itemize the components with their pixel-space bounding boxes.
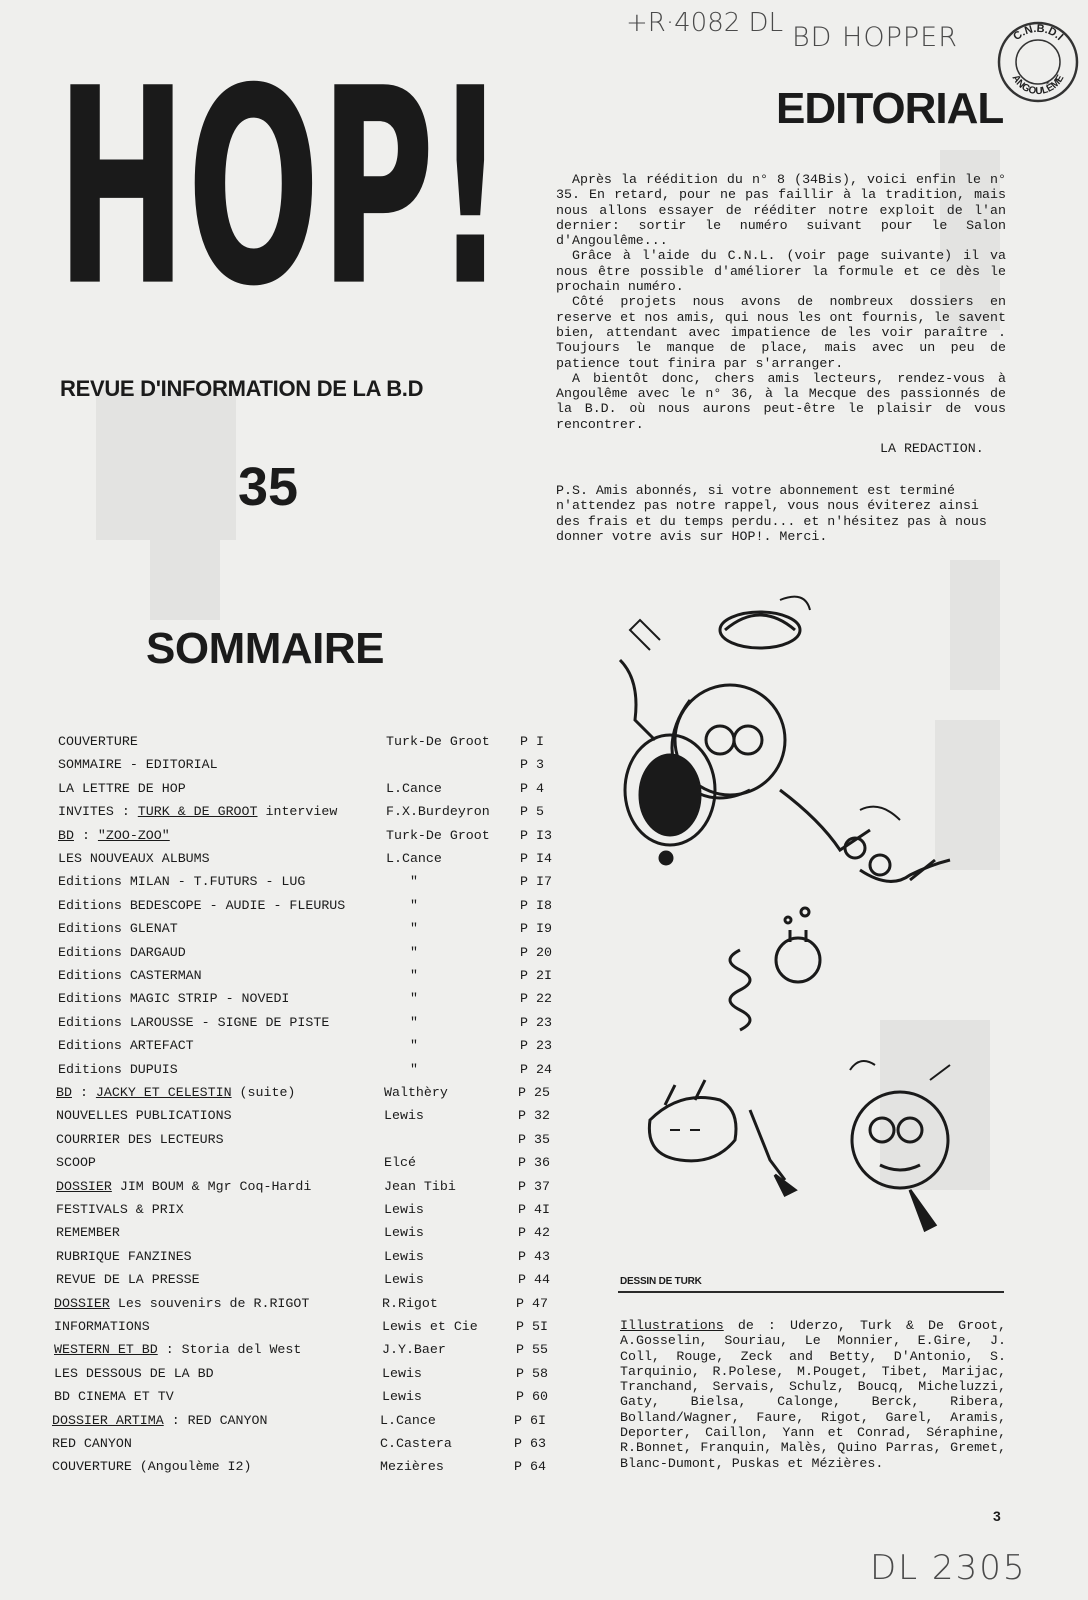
- toc-title-part: Editions DUPUIS: [58, 1061, 178, 1077]
- stamp-text-bottom: ANGOULÊME: [1009, 73, 1067, 98]
- toc-title-part: Editions CASTERMAN: [58, 968, 202, 983]
- bleed-through-shape: [150, 540, 220, 620]
- toc-title: [56, 1249, 192, 1264]
- toc-title-part: BD CINEMA ET TV: [54, 1389, 174, 1405]
- toc-author: Lewis: [382, 1389, 422, 1405]
- stamp-text-top: C.N.B.D.I: [1011, 22, 1066, 44]
- toc-author: ": [410, 944, 418, 960]
- toc-title-part: RED CANYON: [52, 1436, 132, 1451]
- toc-title-part: (suite): [231, 1085, 296, 1100]
- toc-author: Jean Tibi: [384, 1178, 456, 1194]
- toc-page: P 64: [514, 1459, 546, 1475]
- toc-page: P 37: [518, 1178, 550, 1194]
- toc-title-part: :: [73, 827, 98, 843]
- toc-page: P 4I: [518, 1202, 550, 1217]
- toc-title-part: COUVERTURE (Angoulème I2): [52, 1459, 252, 1475]
- editorial-body: [556, 172, 1006, 432]
- toc-title: [58, 874, 305, 889]
- toc-author: Lewis: [384, 1225, 424, 1241]
- toc-title-part: COURRIER DES LECTEURS: [56, 1131, 224, 1147]
- toc-page: P 6I: [514, 1412, 546, 1428]
- toc-title: [58, 921, 178, 936]
- toc-page: P 58: [516, 1365, 548, 1381]
- toc-page: P 25: [518, 1085, 550, 1100]
- toc-title-part: SOMMAIRE - EDITORIAL: [58, 757, 218, 773]
- toc-title-part: SCOOP: [56, 1155, 96, 1171]
- toc-title: [54, 1296, 309, 1311]
- bleed-through-shape: [96, 390, 236, 540]
- toc-title-part: JIM BOUM & Mgr Coq-Hardi: [111, 1178, 312, 1194]
- toc-title: [52, 1436, 132, 1451]
- toc-title-underlined: WESTERN ET BD: [54, 1342, 158, 1358]
- illustrations-credits: [620, 1318, 1006, 1471]
- toc-page: P 60: [516, 1389, 548, 1405]
- toc-author: Lewis: [382, 1365, 422, 1381]
- magazine-subtitle: REVUE D'INFORMATION DE LA B.D: [60, 376, 424, 401]
- toc-title: [58, 1038, 194, 1053]
- handwritten-shelfmark: +R·4082 DL: [626, 8, 784, 38]
- toc-page: P I8: [520, 897, 552, 913]
- toc-author: Lewis: [384, 1202, 424, 1217]
- toc-title: [56, 1225, 120, 1240]
- drawing-credit: DESSIN DE TURK: [620, 1276, 702, 1287]
- toc-page: P 20: [520, 944, 552, 960]
- toc-title: [56, 1085, 295, 1100]
- toc-title: [58, 1062, 178, 1077]
- toc-title-part: Editions LAROUSSE - SIGNE DE PISTE: [58, 1014, 330, 1030]
- toc-author: ": [410, 1061, 418, 1077]
- toc-title-underlined: DOSSIER: [54, 1295, 110, 1311]
- toc-title-part: LES NOUVEAUX ALBUMS: [58, 851, 210, 866]
- editorial-paragraph: Après la réédition du n° 8 (34Bis), voici enfin le n° 35. En retard, pour ne pas faillir à la tradition, mais nous allons essayer de rééditer notre exploit de l'an dernier: sortir le numéro suivant pour le Salon d'Angoulême...: [556, 172, 1006, 249]
- toc-title: [56, 1108, 232, 1123]
- editorial-paragraph: Grâce à l'aide du C.N.L. (voir page suivante) il va nous être possible d'améliorer la formule et ce dès le prochain numéro.: [556, 248, 1006, 295]
- svg-text:ANGOULÊME: [1009, 73, 1066, 97]
- toc-title-part: Editions BEDESCOPE - AUDIE - FLEURUS: [58, 897, 346, 913]
- toc-title-underlined: DOSSIER ARTIMA: [52, 1412, 164, 1428]
- toc-title-part: Editions DARGAUD: [58, 944, 186, 960]
- toc-author: Lewis et Cie: [382, 1319, 478, 1334]
- toc-title: [58, 757, 218, 772]
- toc-author: ": [410, 921, 418, 937]
- toc-author: Turk-De Groot: [386, 827, 490, 843]
- toc-author: Lewis: [384, 1108, 424, 1124]
- toc-author: Lewis: [384, 1248, 424, 1264]
- toc-page: P 22: [520, 991, 552, 1007]
- toc-title-part: Editions GLENAT: [58, 921, 178, 937]
- toc-page: P 63: [514, 1436, 546, 1451]
- toc-title: [54, 1389, 174, 1404]
- toc-title: [58, 804, 337, 819]
- toc-page: P 47: [516, 1295, 548, 1311]
- toc-title-part: interview: [257, 804, 338, 820]
- toc-title: [54, 1366, 214, 1381]
- toc-title: [58, 968, 202, 983]
- toc-author: ": [410, 897, 418, 913]
- toc-title: [58, 851, 210, 866]
- toc-author: Lewis: [384, 1272, 424, 1288]
- editorial-paragraph: Côté projets nous avons de nombreux dossiers en reserve et nos amis, qui nous les ont fournis, le savent bien, attendant avec impatience de les voir paraître . Toujours le manque de place, mais avec un peu de patience tout finira par s'arranger.: [556, 294, 1006, 371]
- toc-title: [58, 781, 186, 796]
- page-number: 3: [993, 1508, 1001, 1524]
- toc-page: P 44: [518, 1272, 550, 1288]
- toc-page: P I3: [520, 827, 552, 843]
- toc-page: P 43: [518, 1248, 550, 1264]
- toc-title: [58, 991, 289, 1006]
- illustrations-text: de : Uderzo, Turk & De Groot, A.Gosselin, Souriau, Le Monnier, E.Gire, J. Coll, Rouge, Zeck and Betty, D'Antonio, S. Tarquinio, R.Polese, M.Pouget, Tibet, Marijac, Tranchand, Servais, Schulz, Boucq, Micheluzzi, Gaty, Bielsa, Calonge, Berck, Ribera, Bolland/Wagner, Faure, Rigot, Garel, Aramis, Deporter, Caillon, Yann et Conrad, Séraphine, R.Bonnet, Franquin, Malès, Quino Parras, Gremet, Blanc-Dumont, Puskas et Mézières.: [620, 1318, 1006, 1471]
- toc-title: [52, 1459, 252, 1474]
- toc-title-underlined: BD: [56, 1085, 72, 1100]
- editorial-heading: EDITORIAL: [776, 84, 1004, 133]
- hop-logo: [56, 70, 506, 340]
- toc-page: P 2I: [520, 968, 552, 983]
- toc-title-underlined: "ZOO-ZOO": [97, 827, 170, 843]
- illustrations-label: Illustrations: [620, 1318, 724, 1333]
- toc-title: [58, 945, 186, 960]
- divider-line: [618, 1291, 1004, 1293]
- toc-title: [56, 1202, 184, 1217]
- toc-title: [58, 1015, 329, 1030]
- toc-title-part: LA LETTRE DE HOP: [58, 780, 186, 796]
- toc-title-part: INVITES :: [58, 804, 138, 820]
- toc-title-part: :: [71, 1085, 96, 1100]
- toc-title-part: Editions ARTEFACT: [58, 1038, 194, 1054]
- toc-author: Turk-De Groot: [386, 734, 490, 749]
- toc-page: P 23: [520, 1038, 552, 1054]
- toc-page: P 5I: [516, 1319, 548, 1334]
- toc-title-part: : Storia del West: [157, 1342, 302, 1358]
- toc-page: P 42: [518, 1225, 550, 1241]
- toc-title: [58, 828, 170, 843]
- editorial-signature: LA REDACTION.: [880, 441, 984, 456]
- toc-author: L.Cance: [386, 780, 442, 796]
- toc-author: ": [410, 1038, 418, 1054]
- toc-title: [54, 1319, 150, 1334]
- toc-author: Elcé: [384, 1155, 416, 1171]
- toc-page: P 35: [518, 1131, 550, 1147]
- toc-page: P 36: [518, 1155, 550, 1171]
- toc-page: P 55: [516, 1342, 548, 1358]
- toc-title: [56, 1179, 311, 1194]
- toc-author: R.Rigot: [382, 1295, 438, 1311]
- toc-title-part: RUBRIQUE FANZINES: [56, 1248, 192, 1264]
- toc-title-part: REMEMBER: [56, 1225, 120, 1241]
- toc-title-part: Editions MAGIC STRIP - NOVEDI: [58, 991, 290, 1007]
- toc-title: [56, 1155, 96, 1170]
- toc-author: C.Castera: [380, 1436, 452, 1451]
- toc-title: [56, 1272, 200, 1287]
- toc-page: P I4: [520, 851, 552, 866]
- toc-title-part: COUVERTURE: [58, 734, 138, 749]
- toc-author: ": [410, 874, 418, 890]
- toc-author: Walthèry: [384, 1085, 448, 1100]
- toc-title: [52, 1413, 267, 1428]
- toc-title-underlined: BD: [58, 827, 74, 843]
- toc-author: ": [410, 991, 418, 1007]
- handwritten-ref: DL 2305: [870, 1548, 1027, 1588]
- toc-title-part: REVUE DE LA PRESSE: [56, 1272, 200, 1288]
- handwritten-note: BD HOPPER: [792, 22, 958, 53]
- toc-title-part: NOUVELLES PUBLICATIONS: [56, 1108, 232, 1124]
- toc-title-part: Les souvenirs de R.RIGOT: [109, 1295, 310, 1311]
- toc-title-underlined: JACKY ET CELESTIN: [95, 1085, 232, 1100]
- toc-author: L.Cance: [386, 851, 442, 866]
- toc-title-part: Editions MILAN - T.FUTURS - LUG: [58, 874, 306, 890]
- toc-page: P 23: [520, 1014, 552, 1030]
- toc-page: P 32: [518, 1108, 550, 1124]
- toc-title-part: : RED CANYON: [163, 1412, 268, 1428]
- toc-title-part: INFORMATIONS: [54, 1319, 150, 1334]
- turk-cartoon-drawing: [610, 590, 1010, 1270]
- toc-page: P 3: [520, 757, 544, 773]
- toc-title: [54, 1342, 301, 1357]
- sommaire-heading: SOMMAIRE: [146, 624, 384, 673]
- toc-author: Mezières: [380, 1459, 444, 1475]
- editorial-ps: P.S. Amis abonnés, si votre abonnement est terminé n'attendez pas notre rappel, vous nous éviterez ainsi des frais et du temps perdu... et n'hésitez pas à nous donner votre avis sur HOP!. Merci.: [556, 483, 987, 544]
- toc-title: [56, 1132, 224, 1147]
- toc-title: [58, 734, 138, 749]
- toc-title-part: FESTIVALS & PRIX: [56, 1202, 184, 1217]
- toc-page: P I7: [520, 874, 552, 890]
- toc-author: L.Cance: [380, 1412, 436, 1428]
- toc-title-part: LES DESSOUS DE LA BD: [54, 1365, 214, 1381]
- library-stamp: [996, 20, 1080, 104]
- svg-text:HOP!: HOP!: [56, 70, 506, 340]
- toc-page: P 4: [520, 780, 544, 796]
- toc-author: ": [410, 1014, 418, 1030]
- issue-number: 35: [238, 457, 299, 517]
- editorial-paragraph: A bientôt donc, chers amis lecteurs, rendez-vous à Angoulême avec le n° 36, à la Mecque des passionnés de la B.D. où nous aurons peut-être le plaisir de vous rencontrer.: [556, 370, 1006, 432]
- toc-page: P I9: [520, 921, 552, 937]
- toc-page: P I: [520, 734, 544, 749]
- toc-author: ": [410, 968, 418, 983]
- toc-author: J.Y.Baer: [382, 1342, 446, 1358]
- toc-title: [58, 898, 345, 913]
- toc-title-underlined: TURK & DE GROOT: [137, 804, 258, 820]
- toc-author: F.X.Burdeyron: [386, 804, 490, 820]
- toc-page: P 24: [520, 1061, 552, 1077]
- toc-page: P 5: [520, 804, 544, 820]
- toc-title-underlined: DOSSIER: [56, 1178, 112, 1194]
